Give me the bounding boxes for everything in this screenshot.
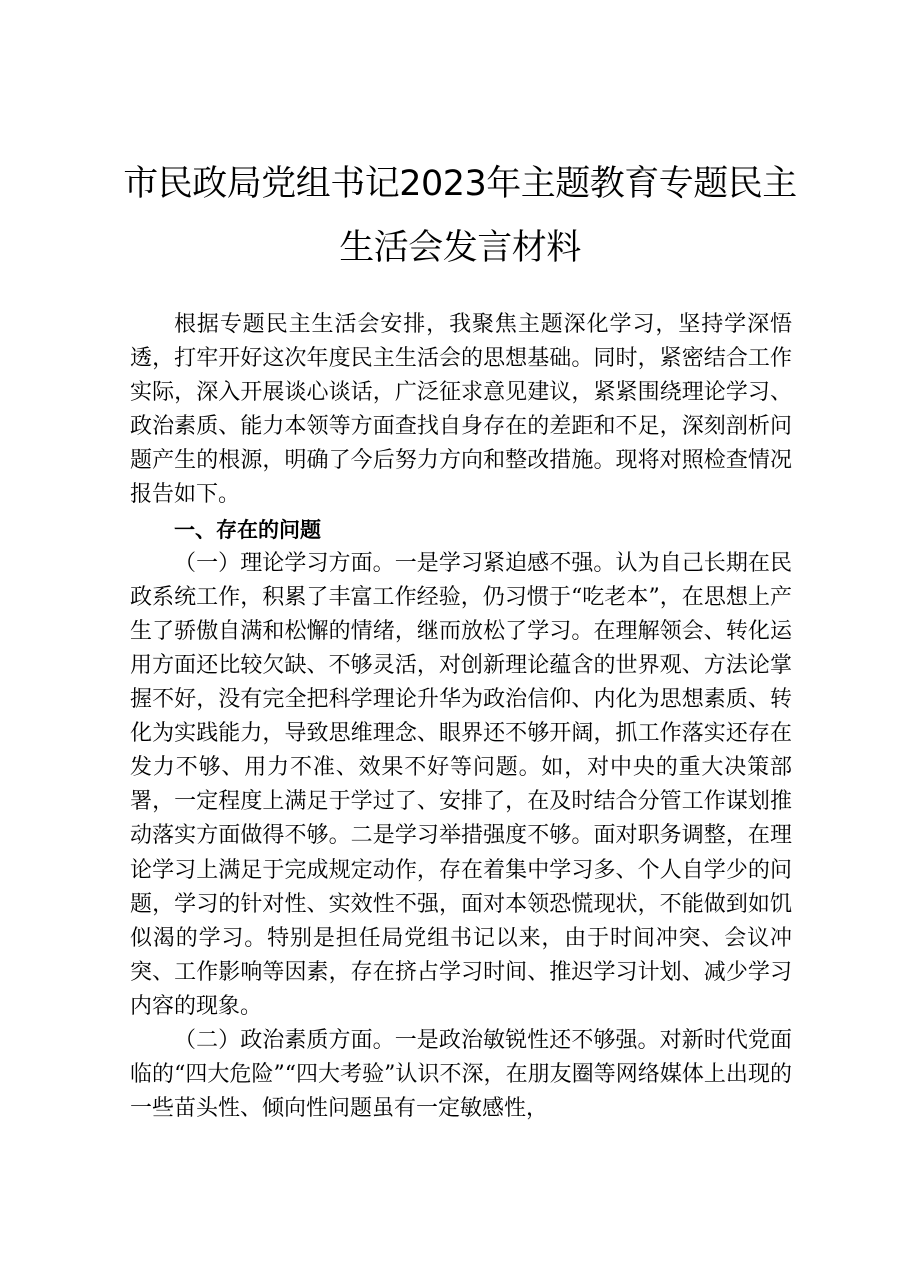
- section-heading-problems: 一、存在的问题: [174, 517, 321, 542]
- paragraph-political-quality: （二）政治素质方面。一是政治敏锐性还不够强。对新时代党面临的“四大危险”“四大考验”认识不深，在朋友圈等网络媒体上出现的一些苗头性、倾向性问题虽有一定敏感性，: [130, 1027, 792, 1122]
- paragraph-theory-study: （一）理论学习方面。一是学习紧迫感不强。认为自己长期在民政系统工作，积累了丰富工作经验，仍习惯于“吃老本”，在思想上产生了骄傲自满和松懈的情绪，继而放松了学习。在理解领会、转化运用方面还比较欠缺、不够灵活，对创新理论蕴含的世界观、方法论掌握不好，没有完全把科学理论升华为政治信仰、内化为思想素质、转化为实践能力，导致思维理念、眼界还不够开阔，抓工作落实还存在发力不够、用力不准、效果不好等问题。如，对中央的重大决策部署，一定程度上满足于学过了、安排了，在及时结合分管工作谋划推动落实方面做得不够。二是学习举措强度不够。面对职务调整，在理论学习上满足于完成规定动作，存在着集中学习多、个人自学少的问题，学习的针对性、实效性不强，面对本领恐慌现状，不能做到如饥似渴的学习。特别是担任局党组书记以来，由于时间冲突、会议冲突、工作影响等因素，存在挤占学习时间、推迟学习计划、减少学习内容的现象。: [130, 550, 792, 1019]
- document-title: 市民政局党组书记2023年主题教育专题民主生活会发言材料: [123, 164, 797, 268]
- document-body: [130, 308, 792, 1126]
- intro-paragraph: 根据专题民主生活会安排，我聚焦主题深化学习，坚持学深悟透，打牢开好这次年度民主生活会的思想基础。同时，紧密结合工作实际，深入开展谈心谈话，广泛征求意见建议，紧紧围绕理论学习、政治素质、能力本领等方面查找自身存在的差距和不足，深刻剖析问题产生的根源，明确了今后努力方向和整改措施。现将对照检查情况报告如下。: [130, 312, 792, 508]
